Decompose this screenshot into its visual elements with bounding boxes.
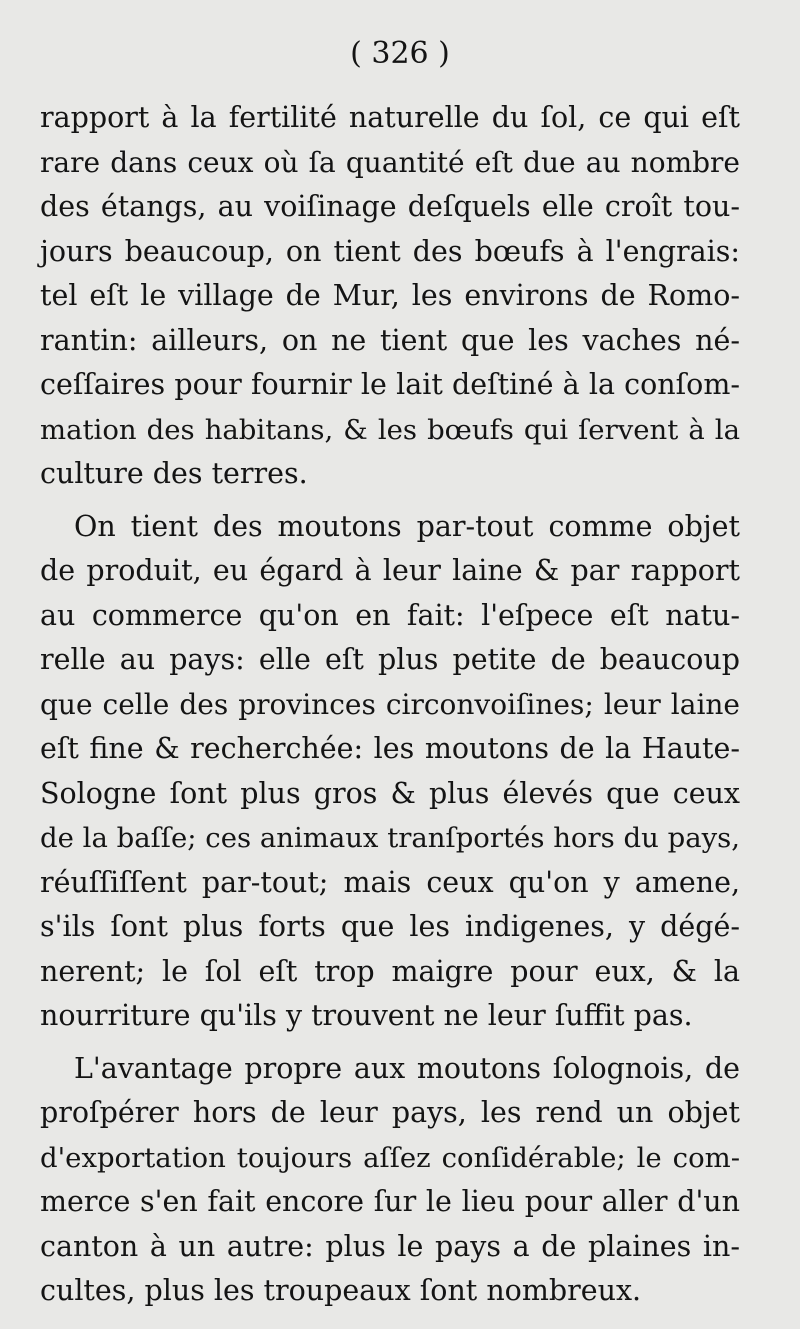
text-line: de produit, eu égard à leur laine & par rapport <box>40 554 740 587</box>
text-line: rare dans ceux où ſa quantité eſt due au nombre <box>40 145 740 179</box>
text-line: Sologne ſont plus gros & plus élevés que ceux <box>40 776 740 810</box>
text-line: cultes, plus les troupeaux ſont nombreux. <box>40 1274 642 1307</box>
text-line: proſpérer hors de leur pays, les rend un objet <box>40 1096 740 1129</box>
paragraph <box>40 1047 740 1314</box>
text-line: eſt fine & recherchée: les moutons de la Haute- <box>40 732 740 765</box>
paragraph <box>40 96 740 497</box>
text-line: merce s'en fait encore ſur le lieu pour aller d'un <box>40 1185 740 1218</box>
text-line: culture des terres. <box>40 457 308 490</box>
text-line: tel eſt le village de Mur, les environs de Romo- <box>40 279 740 312</box>
text-line: On tient des moutons par-tout comme objet <box>74 509 740 543</box>
text-line: rantin: ailleurs, on ne tient que les vaches né- <box>40 323 740 357</box>
body-text <box>40 96 740 1314</box>
text-line: rapport à la fertilité naturelle du ſol, ce qui eſt <box>40 101 740 134</box>
text-line: jours beaucoup, on tient des bœufs à l'engrais: <box>40 234 740 268</box>
text-line: réuſſiſſent par-tout; mais ceux qu'on y amene, <box>40 865 740 899</box>
text-line: nourriture qu'ils y trouvent ne leur ſuffit pas. <box>40 999 693 1032</box>
text-line: que celle des provinces circonvoiſines; leur laine <box>40 687 740 721</box>
text-line: s'ils ſont plus forts que les indigenes, y dégé- <box>40 910 740 943</box>
paragraph <box>40 505 740 1039</box>
text-line: nerent; le ſol eſt trop maigre pour eux, & la <box>40 954 740 988</box>
text-line: L'avantage propre aux moutons ſolognois, de <box>74 1051 740 1085</box>
page-number: ( 326 ) <box>350 36 450 71</box>
text-line: mation des habitans, & les bœufs qui ſervent à la <box>40 413 740 446</box>
text-line: relle au pays: elle eſt plus petite de beaucoup <box>40 643 740 676</box>
text-line: des étangs, au voiſinage deſquels elle croît tou- <box>40 190 740 223</box>
text-line: de la baſſe; ces animaux tranſportés hors du pays, <box>40 822 740 854</box>
text-line: au commerce qu'on en fait: l'eſpece eſt natu- <box>40 598 740 632</box>
text-line: ceſſaires pour fournir le lait deſtiné à la conſom- <box>40 368 740 401</box>
text-line: canton à un autre: plus le pays a de plaines in- <box>40 1229 740 1263</box>
text-line: d'exportation toujours aſſez conſidérable; le com- <box>40 1141 740 1174</box>
